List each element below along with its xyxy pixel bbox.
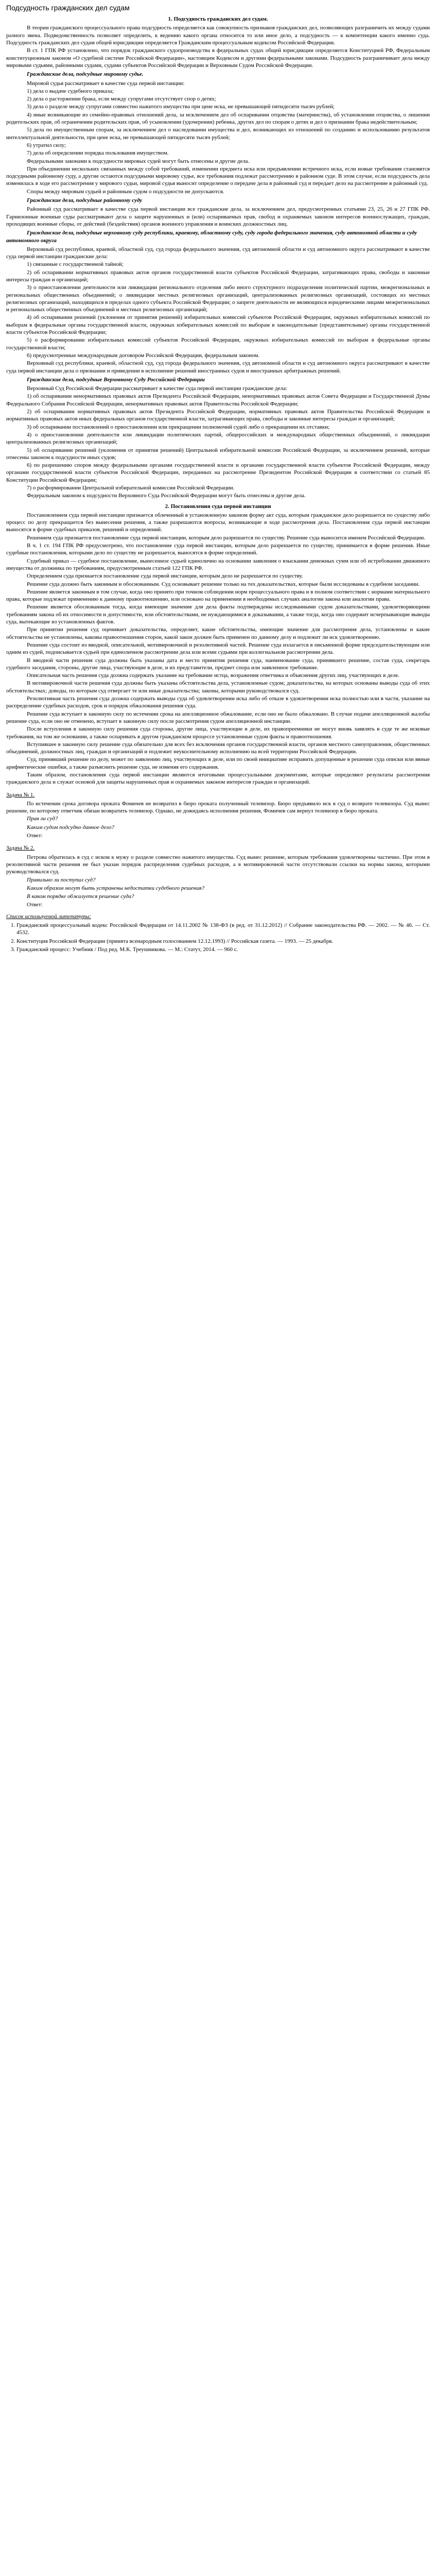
paragraph: Определением суда признается постановление суда первой инстанции, которым дело не разрешается по существу. [27,573,303,580]
task-text: По истечении срока договора проката Фомичев не возвратил в бюро проката полученный телевизор. Бюро предъявило иск в суд о возврате телевизора. Суд вынес решение, по которому ответчик обязан возвратить телевизор. Однако, не дожидаясь исполнения решения, Фомичев сам вернул телевизор в бюро проката. [6,800,430,815]
task-question: Прав ли суд? [27,816,58,822]
paragraph: 5) об оспаривании решений (уклонения от принятия решений) Центральной избирательной комиссии Российской Федерации, за исключением решений, которые отнесены законом к подсудности иных судов; [6,447,430,461]
literature-item: 3. Гражданский процесс: Учебник / Под ред. М.К. Треушникова. — М.: Статут, 2014. — 960 с. [16,946,430,953]
paragraph: Федеральным законом к подсудности Верховного Суда Российской Федерации могут быть отнесены и другие дела. [27,493,306,499]
task-text: Петрова обратилась в суд с иском к мужу о разделе совместно нажитого имущества. Суд вынес решение, которым требования удовлетворены частично. При этом в резолютивной части решения не был указан порядок распределения судебных расходов, а в мотивировочной части отсутствовали ссылки на нормы закона, которыми руководствовался суд. [6,854,430,875]
paragraph: 1) об оспаривании ненормативных правовых актов Президента Российской Федерации, ненормативных правовых актов Совета Федерации и Государственной Думы Федерального Собрания Российской Федерации, ненормативных правовых актов Правительства Российской Федерации; [6,393,430,407]
paragraph: В вводной части решения суда должны быть указаны дата и место принятия решения суда, наименование суда, принявшего решение, состав суда, секретарь судебного заседания, стороны, другие лица, участвующие в деле, и их представители, предмет спора или заявленное требование. [6,657,430,671]
paragraph: Решение суда состоит из вводной, описательной, мотивировочной и резолютивной частей. Решение суда излагается в письменной форме председательствующим или одним из судей, подписывается судьей при единоличном рассмотрении дела или всеми судьями при коллегиальном рассмотрении дела. [6,641,430,656]
subsection-heading: Гражданские дела, подсудные районному суду [27,197,143,204]
task-question: В каком порядке обжалуется решение суда? [27,893,134,900]
literature-list [6,922,430,953]
paragraph: В мотивировочной части решения суда должны быть указаны обстоятельства дела, установленные судом; доказательства, на которых основаны выводы суда об этих обстоятельствах; доводы, по которым суд отвергает те или иные доказательства; законы, которыми руководствовался суд. [6,680,430,694]
paragraph: Вступившее в законную силу решение суда обязательно для всех без исключения органов государственной власти, органов местного самоуправления, общественных объединений, должностных лиц, граждан и организаций и подлежит неукоснительному исполнению на всей территории Российской Федерации. [6,741,430,755]
literature-title: Список используемой литературы: [6,913,91,920]
paragraph: Верховный суд республики, краевой, областной суд, суд города федерального значения, суд автономной области и суд автономного округа рассматривают в качестве суда первой инстанции дела о признании и приведении в исполнение решений иностранных судов и иностранных арбитражных решений. [6,360,430,374]
paragraph: В теории гражданского процессуального права подсудность определяется как совокупность признаков гражданских дел, позволяющих разграничить их между судами разного звена. Подведомственность позволяет определить, к ведению какого органа относится то или иное дело, а подсудность — к компетенции какого именно суда. Подсудность гражданских дел судам общей юрисдикции определяется Гражданским процессуальным кодексом Российской Федерации. [6,25,430,46]
paragraph: Решение суда должно быть законным и обоснованным. Суд основывает решение только на тех доказательствах, которые были исследованы в судебном заседании. [27,581,420,587]
paragraph: Федеральными законами к подсудности мировых судей могут быть отнесены и другие дела. [27,158,250,164]
paragraph: При объединении нескольких связанных между собой требований, изменении предмета иска или предъявлении встречного иска, если новые требования становятся подсудными районному суду, а другие остаются подсудными мировому судье, все требования подлежат рассмотрению в районном суде. В этом случае, если подсудность дела изменилась в ходе его рассмотрения у мирового судьи, мировой судья выносит определение о передаче дела в районный суд и передает дело на рассмотрение в районный суд. [6,165,430,187]
paragraph: 3) об оспаривании постановлений о приостановлении или прекращении полномочий судей либо о прекращении их отставки; [27,423,330,430]
document-content [6,15,430,786]
document-title: Подсудность гражданских дел судам [6,4,130,12]
subsection-heading: Гражданские дела, подсудные верховному суду республики, краевому, областному суду, суду города федерального значения, суду автономной области и суду автономного округа [6,230,417,244]
paragraph: Районный суд рассматривает в качестве суда первой инстанции все гражданские дела, за исключением дел, предусмотренных статьями 23, 25, 26 и 27 ГПК РФ. Гарнизонные военные суды рассматривают дела о защите нарушенных и (или) оспариваемых прав, свобод и охраняемых законом интересов военнослужащих, граждан, проходящих военные сборы, от действий (бездействия) органов военного управления и воинских должностных лиц. [6,206,430,227]
task-1 [6,791,430,840]
task-question: Каким образом могут быть устранены недостатки судебного решения? [27,885,205,891]
paragraph: Решение суда вступает в законную силу по истечении срока на апелляционное обжалование, если оно не было обжаловано. В случае подачи апелляционной жалобы решение суда, если оно не отменено, вступает в законную силу после рассмотрения судом апелляционной инстанции. [6,710,430,724]
paragraph: 4) иные возникающие из семейно-правовых отношений дела, за исключением дел об оспаривании отцовства (материнства), об установлении отцовства, о лишении родительских прав, об ограничении родительских прав, об усыновлении (удочерении) ребенка, других дел по спорам о детях и дел о признании брака недействительным; [6,111,430,126]
paragraph: 5) о расформировании избирательных комиссий субъектов Российской Федерации, окружных избирательных комиссий по выборам в федеральные органы государственной власти; [6,337,430,351]
section-1 [6,15,430,499]
paragraph: Суд, принявший решение по делу, может по заявлению лиц, участвующих в деле, или по своей инициативе исправить допущенные в решении суда описки или явные арифметические ошибки, а также разъяснить решение суда, не изменяя его содержания. [6,756,430,770]
subsection-heading: Гражданские дела, подсудные Верховному Суду Российской Федерации [27,376,205,383]
paragraph: 4) об оспаривании решений (уклонения от принятия решений) избирательных комиссий субъектов Российской Федерации, окружных избирательных комиссий по выборам в федеральные органы государственной власти, окружных избирательных комиссий по выборам в законодательные (представительные) органы государственной власти субъектов Российской Федерации; [6,314,430,336]
literature-section [6,913,430,953]
paragraph: 1) связанные с государственной тайной; [27,261,124,268]
paragraph: 6) предусмотренные международным договором Российской Федерации, федеральным законом. [27,352,260,359]
paragraph: 6) по разрешению споров между федеральными органами государственной власти и органами государственной власти субъектов Российской Федерации, между органами государственной власти субъектов Российской Федерации, переданных на рассмотрение Президентом Российской Федерации в соответствии со статьей 85 Конституции Российской Федерации; [6,462,430,483]
paragraph: В ч. 1 ст. 194 ГПК РФ предусмотрено, что постановление суда первой инстанции, которым дело разрешается по существу, принимается в форме решения. Иные судебные постановления, которыми дело по существу не разрешается, выносятся в форме определений. [6,543,430,556]
paragraph: Постановлением суда первой инстанции признается облеченный в установленную законом форму акт суда, которым гражданское дело разрешается по существу либо процесс по делу прекращается без вынесения решения, а также разрешаются вопросы, возникающие в ходе рассмотрения дела. Постановления суда первой инстанции выносятся в форме судебных приказов, решений и определений. [6,512,430,533]
paragraph: Споры между мировым судьей и районным судом о подсудности не допускаются. [27,188,224,195]
paragraph: 2) об оспаривании нормативных правовых актов Президента Российской Федерации, нормативных правовых актов Правительства Российской Федерации и нормативных правовых актов иных федеральных органов государственной власти, затрагивающих права, свободы и законные интересы граждан и организаций; [6,409,430,422]
task-2 [6,844,430,908]
literature-item: 2. Конституция Российской Федерации (принята всенародным голосованием 12.12.1993) // Российская газета. — 1993. — 25 декабря. [16,938,430,945]
task-title: Задача № 2. [6,845,35,852]
section-heading: 1. Подсудность гражданских дел судам. [168,16,268,23]
paragraph: Решение является обоснованным тогда, когда имеющие значение для дела факты подтверждены исследованными судом доказательствами, удовлетворяющими требованиям закона об их относимости и допустимости, или обстоятельствами, не нуждающимися в доказывании, а также тогда, когда оно содержит исчерпывающие выводы суда, вытекающие из установленных фактов. [6,604,430,625]
paragraph: 6) утратил силу; [27,142,66,148]
task-question: Правильно ли поступил суд? [27,876,96,883]
paragraph: 7) дела об определении порядка пользования имуществом. [27,150,169,157]
paragraph: 1) дела о выдаче судебного приказа; [27,88,114,94]
task-question: Каким судом подсудно данное дело? [27,824,114,831]
paragraph: Судебный приказ — судебное постановление, вынесенное судьей единолично на основании заявления о взыскании денежных сумм или об истребовании движимого имущества от должника по требованиям, предусмотренным статьей 122 ГПК РФ. [6,557,430,571]
paragraph: Резолютивная часть решения суда должна содержать выводы суда об удовлетворении иска либо об отказе в удовлетворении иска полностью или в части, указание на распределение судебных расходов, срок и порядок обжалования решения суда. [6,696,430,709]
paragraph: 2) об оспаривании нормативных правовых актов органов государственной власти субъектов Российской Федерации, затрагивающих права, свободы и законные интересы граждан и организаций; [6,269,430,283]
paragraph: Решение является законным в том случае, когда оно принято при точном соблюдении норм процессуального права и в полном соответствии с нормами материального права, которые подлежат применению к данному правоотношению, или основано на применении в необходимых случаях аналогии закона или аналогии права. [6,588,430,603]
paragraph: 5) дела по имущественным спорам, за исключением дел о наследовании имущества и дел, возникающих из отношений по созданию и использованию результатов интеллектуальной деятельности, при цене иска, не превышающей пятидесяти тысяч рублей; [6,127,430,141]
task-title: Задача № 1. [6,791,35,798]
paragraph: 7) о расформировании Центральной избирательной комиссии Российской Федерации. [27,485,235,491]
paragraph: 2) дела о расторжении брака, если между супругами отсутствует спор о детях; [27,96,216,103]
task-answer-label: Ответ: [27,902,43,908]
paragraph: Верховный Суд Российской Федерации рассматривает в качестве суда первой инстанции гражданские дела: [27,385,287,392]
subsection-heading: Гражданские дела, подсудные мировому судье. [27,71,144,78]
paragraph: 3) о приостановлении деятельности или ликвидации регионального отделения либо иного структурного подразделения политической партии, межрегиональных и региональных общественных объединений; о ликвидации местных религиозных организаций, централизованных религиозных организаций, состоящих из местных религиозных организаций, находящихся в пределах одного субъекта Российской Федерации; о запрете деятельности не являющихся юридическими лицами межрегиональных и региональных общественных объединений и местных религиозных организаций; [6,284,430,313]
paragraph: При принятии решения суд оценивает доказательства, определяет, какие обстоятельства, имеющие значение для рассмотрения дела, установлены и какие обстоятельства не установлены, каковы правоотношения сторон, какой закон должен быть применен по данному делу и подлежит ли иск удовлетворению. [6,626,430,640]
paragraph: Описательная часть решения суда должна содержать указание на требование истца, возражения ответчика и объяснения других лиц, участвующих в деле. [27,672,399,679]
literature-item: 1. Гражданский процессуальный кодекс Российской Федерации от 14.11.2002 № 138-ФЗ (в ред. от 31.12.2012) // Собрание законодательства РФ. — 2002. — № 46. — Ст. 4532. [16,922,430,937]
paragraph: 3) дела о разделе между супругами совместно нажитого имущества при цене иска, не превышающей пятидесяти тысяч рублей; [27,104,335,110]
section-2 [6,503,430,786]
paragraph: В ст. 1 ГПК РФ установлено, что порядок гражданского судопроизводства в федеральных судах общей юрисдикции определяется Конституцией РФ, Федеральным конституционным законом «О судебной системе Российской Федерации», настоящим Кодексом и другими федеральными законами. Подсудность разграничивает дела между мировыми судьями, районными судами, судами субъектов Российской Федерации и Верховным Судом Российской Федерации. [6,47,430,69]
task-answer-label: Ответ: [27,833,43,839]
paragraph: Таким образом, постановления суда первой инстанции являются итоговыми процессуальными документами, которые определяют результаты рассмотрения гражданского дела и служат основой для защиты нарушенных прав и охраняемых законом интересов граждан и организаций. [6,771,430,786]
section-heading: 2. Постановления суда первой инстанции [165,503,271,510]
paragraph: Верховный суд республики, краевой, областной суд, суд города федерального значения, суд автономной области и суд автономного округа рассматривают в качестве суда первой инстанции гражданские дела: [6,246,430,260]
tasks-section [6,791,430,909]
paragraph: 4) о приостановлении деятельности или ликвидации политических партий, общероссийских и международных общественных объединений, о ликвидации централизованных религиозных организаций; [6,431,430,446]
paragraph: Мировой судья рассматривает в качестве суда первой инстанции: [27,80,185,87]
document-page [0,0,436,964]
paragraph: Решением суда признается постановление суда первой инстанции, которым дело разрешается по существу. Решение суда выносится именем Российской Федерации. [27,534,426,541]
paragraph: После вступления в законную силу решения суда стороны, другие лица, участвующие в деле, их правопреемники не могут вновь заявлять в суде те же исковые требования, на том же основании, а также оспаривать в другом гражданском процессе установленные судом факты и правоотношения. [6,726,430,740]
